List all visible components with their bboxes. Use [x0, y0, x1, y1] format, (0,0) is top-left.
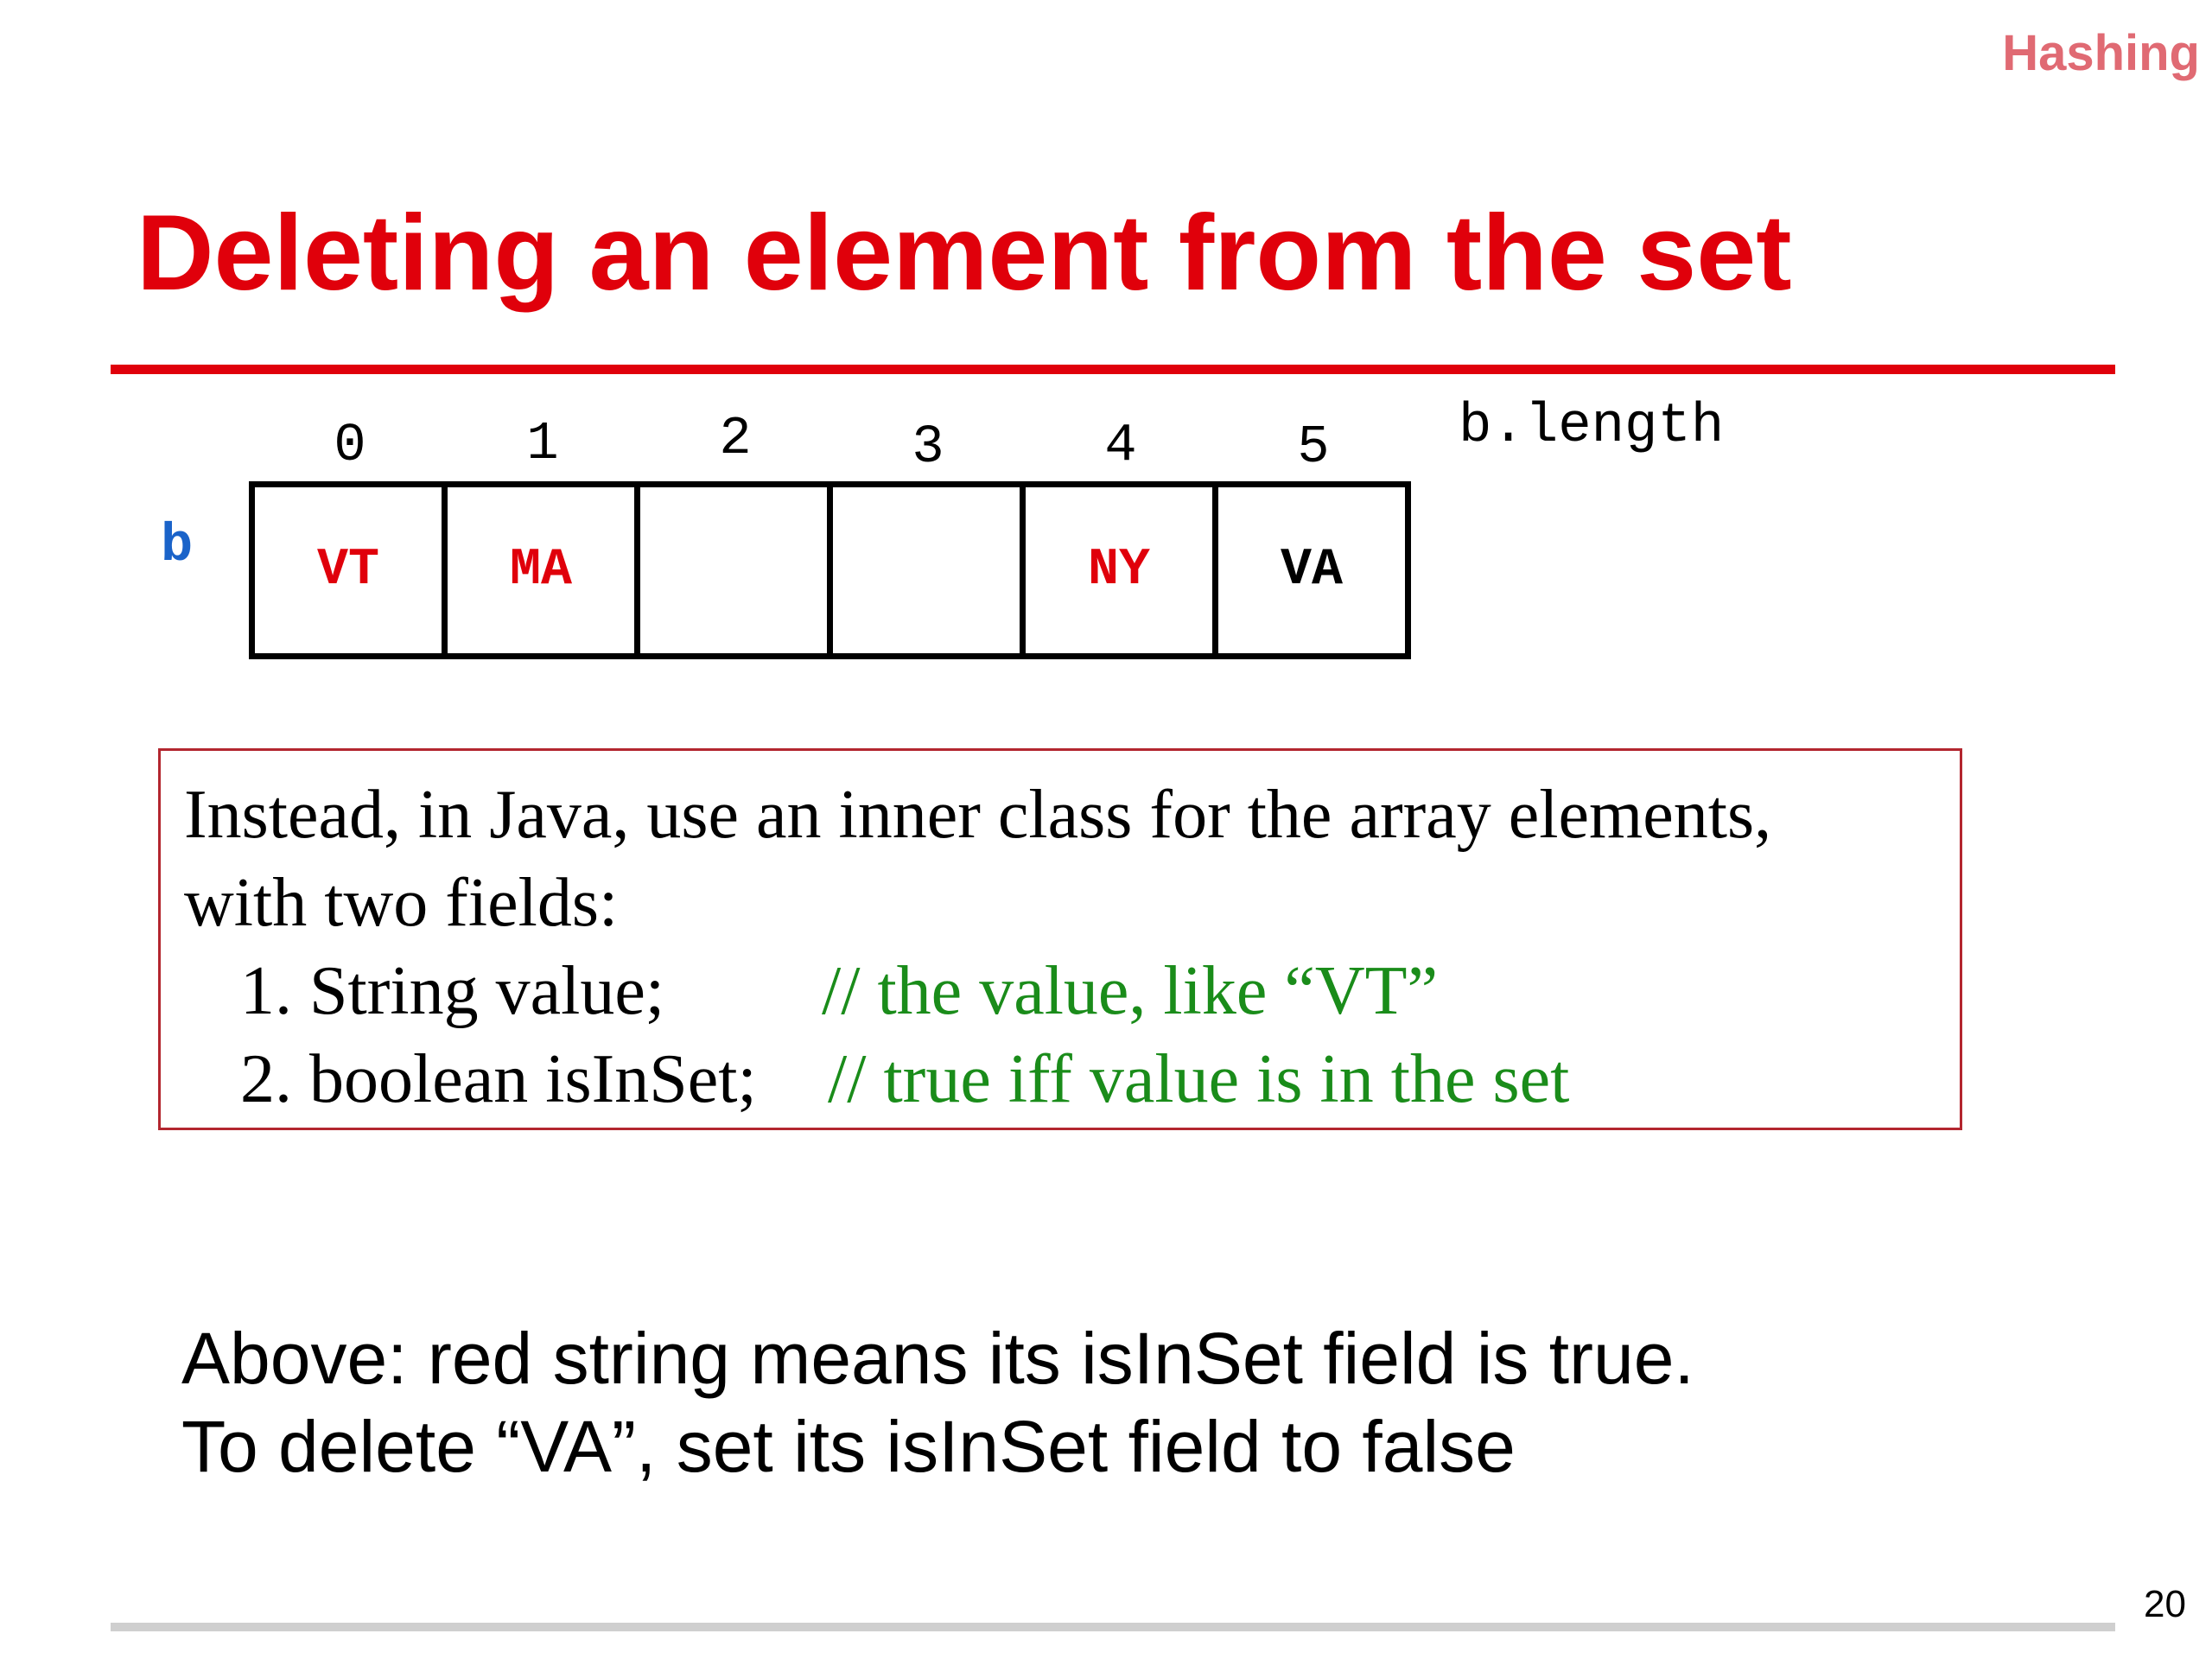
array-cell: VA	[1212, 481, 1411, 659]
array-index-label: 1	[526, 413, 559, 474]
section-label: Hashing	[2002, 25, 2200, 81]
info-box	[158, 748, 1962, 1130]
array-index-label: 5	[1297, 416, 1330, 478]
array-name-label: b	[161, 515, 194, 576]
field-comment: // true iff value is in the set	[828, 1041, 1570, 1117]
array-cell	[827, 481, 1026, 659]
field-comment: // the value, like “VT”	[822, 953, 1439, 1029]
caption-line: To delete “VA”, set its isInSet field to false	[181, 1406, 1516, 1487]
array-index-label: 2	[719, 408, 752, 469]
array-length-label: b.length	[1459, 396, 1725, 458]
hash-array	[249, 481, 1411, 659]
field-code: 2. boolean isInSet;	[240, 1041, 757, 1117]
array-cell	[634, 481, 833, 659]
array-index-label: 0	[334, 415, 366, 476]
array-cell: VT	[249, 481, 448, 659]
info-text-line: Instead, in Java, use an inner class for the array elements,	[184, 777, 1772, 853]
title-divider	[111, 365, 2115, 374]
array-cell: NY	[1020, 481, 1218, 659]
caption-line: Above: red string means its isInSet field is true.	[181, 1318, 1694, 1399]
page-number: 20	[2144, 1583, 2186, 1625]
info-text-line: with two fields:	[184, 865, 619, 941]
field-code: 1. String value;	[240, 953, 665, 1029]
array-cell: MA	[442, 481, 640, 659]
slide-title: Deleting an element from the set	[137, 194, 1792, 313]
footer-divider	[111, 1623, 2115, 1631]
array-index-label: 3	[912, 416, 944, 478]
array-index-row	[251, 406, 1443, 478]
array-index-label: 4	[1104, 415, 1137, 476]
